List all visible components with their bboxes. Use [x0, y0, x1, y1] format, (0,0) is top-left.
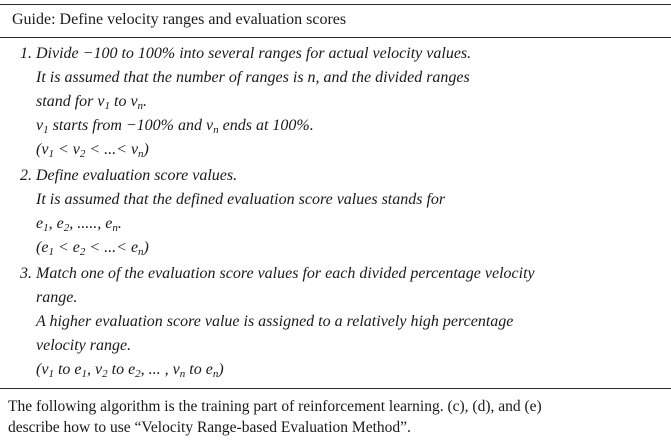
step-3-line: range. — [36, 289, 78, 306]
step-3-line: ($v_1$ to $e_1$, $v_2$ to $e_2$, ... , $v_n$ to $e_n$) — [36, 361, 224, 380]
footer-line: describe how to use “Velocity Range-based Evaluation Method”. — [8, 419, 411, 436]
step-1-line: stand for $v_1$ to $v_n$. — [36, 93, 148, 112]
footer-caption — [8, 396, 663, 438]
step-1-line: ($v_1 < v_2$ < ...< $v_n$) — [36, 141, 149, 160]
step-2-line: ($e_1 < e_2$ < ...< $e_n$) — [36, 239, 149, 258]
footer-line: The following algorithm is the training part of reinforcement learning. (c), (d), and (e) — [8, 398, 542, 415]
step-3-line: A higher evaluation score value is assigned to a relatively high percentage — [36, 313, 514, 330]
step-2-line: $e_1$, $e_2$, ....., $e_n$. — [36, 215, 122, 234]
step-3-title: 3. Match one of the evaluation score values for each divided percentage velocity — [20, 265, 535, 282]
step-1-line: $v_1$ starts from −100% and $v_n$ ends at 100%. — [36, 117, 314, 136]
step-3-line: velocity range. — [36, 337, 132, 354]
step-2-title: 2. Define evaluation score values. — [20, 167, 238, 184]
step-1-line: It is assumed that the number of ranges is n, and the divided ranges — [36, 69, 470, 86]
step-2-line: It is assumed that the defined evaluation score values stands for — [36, 191, 446, 208]
bottom-rule — [0, 388, 671, 389]
table-header: Guide: Define velocity ranges and evaluation scores — [12, 11, 347, 28]
step-1-title: 1. Divide −100 to 100% into several ranges for actual velocity values. — [20, 45, 472, 62]
header-rule — [0, 37, 671, 38]
top-rule — [0, 4, 671, 5]
